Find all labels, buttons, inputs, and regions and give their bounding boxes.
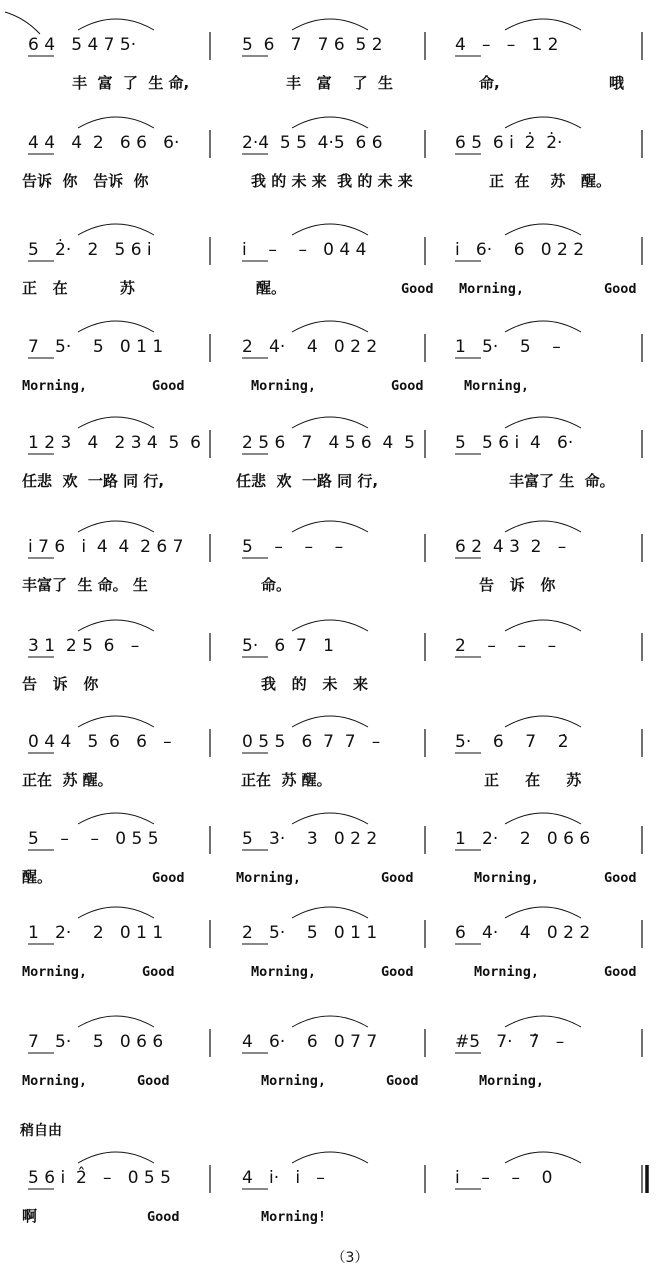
- measure: [22, 813, 185, 886]
- measure-notes: 2 – – –: [455, 636, 557, 656]
- slur-arc: [292, 117, 368, 128]
- measure: [28, 19, 189, 92]
- slur-arc: [78, 19, 154, 30]
- measure-notes: #5 7· 7̂ –: [455, 1032, 565, 1052]
- slur-arc: [505, 716, 581, 727]
- measure: [22, 321, 185, 394]
- score-system: [22, 321, 642, 394]
- measure-notes: i 7 6 i 4 4 2 6 7: [28, 537, 184, 557]
- lyric-chinese: 任悲 欢 一路 同 行,: [22, 472, 165, 490]
- measure: [236, 417, 415, 490]
- measure-notes: i – – 0: [455, 1168, 553, 1188]
- score-system: [22, 117, 642, 190]
- lyric-english: Morning,: [22, 378, 88, 394]
- slur-arc: [78, 620, 154, 631]
- lyric-english: Good: [386, 1073, 419, 1089]
- measure: [242, 224, 434, 297]
- measure-notes: 2 4· 4 0 2 2: [242, 337, 378, 357]
- measure: [455, 417, 615, 490]
- measure: [455, 907, 637, 980]
- measure: [242, 907, 414, 980]
- lyric-english: Good: [142, 964, 175, 980]
- lyric-chinese: 啊: [22, 1207, 38, 1225]
- lyric-chinese: 丰 富 了 生 命,: [72, 74, 190, 92]
- measure: [242, 321, 424, 394]
- measure: [22, 716, 172, 789]
- lyric-english: Morning,: [474, 964, 540, 980]
- lyric-english: Good: [137, 1073, 170, 1089]
- measure-notes: 1 2 3 4 2 3 4 5 6: [28, 433, 201, 453]
- measure: [455, 117, 611, 190]
- lyric-english: Good: [604, 964, 637, 980]
- lyric-chinese: 命。: [261, 576, 292, 594]
- score-system: [22, 907, 642, 980]
- measure-notes: 4 – – 1 2: [455, 35, 559, 55]
- lyric-chinese: 告 诉 你: [479, 576, 556, 594]
- score-system: [22, 417, 642, 490]
- lyric-chinese: 任悲 欢 一路 同 行,: [236, 472, 379, 490]
- lyric-chinese: 丰富了 生 命。 生: [22, 576, 148, 594]
- slur-arc: [292, 1152, 368, 1163]
- lyric-chinese: 正 在 苏: [484, 771, 582, 789]
- slur-arc: [292, 19, 368, 30]
- slur-arc: [505, 1152, 581, 1163]
- lyric-english: Morning,: [261, 1073, 327, 1089]
- slur-arc: [505, 224, 581, 235]
- measure-notes: 7 5· 5 0 1 1: [28, 337, 164, 357]
- slur-arc: [292, 321, 368, 332]
- measure: [242, 1152, 368, 1225]
- slur-arc: [292, 716, 368, 727]
- measure: [22, 907, 175, 980]
- slur-arc: [78, 907, 154, 918]
- measure: [242, 1016, 419, 1089]
- slur-arc: [292, 1016, 368, 1027]
- measure: [22, 117, 179, 190]
- measure-notes: 2 5 6 7 4 5 6 4 5: [242, 433, 415, 453]
- lyric-chinese: 丰 富 了 生: [286, 74, 393, 92]
- lyric-chinese: 醒。: [22, 868, 53, 886]
- slur-arc: [292, 417, 368, 428]
- score-system: [22, 813, 642, 886]
- slur-arc: [292, 907, 368, 918]
- slur-arc: [78, 321, 154, 332]
- measure: [455, 19, 625, 92]
- measure: [242, 117, 413, 190]
- measure-notes: 5 5 6 i 4 6·: [455, 433, 574, 453]
- measure-notes: 4 4 4 2 6 6 6·: [28, 133, 180, 153]
- measure: [455, 620, 581, 657]
- lyric-chinese: 告诉 你 告诉 你: [22, 172, 149, 190]
- measure: [455, 521, 581, 594]
- lyric-chinese: 我 的 未 来 我 的 未 来: [251, 172, 413, 190]
- slur-arc: [292, 813, 368, 824]
- measure-notes: 3 1 2 5 6 –: [28, 636, 140, 656]
- lyric-english: Morning,: [479, 1073, 545, 1089]
- measure-notes: 6 4· 4 0 2 2: [455, 923, 591, 943]
- slur-arc: [78, 716, 154, 727]
- measure-notes: 1 5· 5 –: [455, 337, 561, 357]
- lyric-english: Good: [604, 870, 637, 886]
- measure: [22, 417, 201, 490]
- lyric-chinese: 哦: [609, 74, 625, 92]
- lyric-english: Morning!: [261, 1209, 327, 1225]
- slur-arc: [78, 521, 154, 532]
- measure-notes: i 6· 6 0 2 2: [455, 240, 585, 260]
- measure: [241, 716, 380, 789]
- lyric-chinese: 我 的 未 来: [261, 675, 368, 693]
- measure-notes: 2 5· 5 0 1 1: [242, 923, 378, 943]
- slur-arc: [505, 813, 581, 824]
- measure: [242, 620, 368, 693]
- slur-arc: [292, 521, 368, 532]
- lyric-english: Morning,: [22, 1073, 88, 1089]
- measure-notes: 1 2· 2 0 6 6: [455, 829, 591, 849]
- measure-notes: 5 2̇· 2 5 6 i: [28, 240, 152, 260]
- measure: [22, 521, 183, 594]
- slur-arc: [505, 521, 581, 532]
- lyric-english: Good: [401, 281, 434, 297]
- lyric-english: Morning,: [251, 964, 317, 980]
- slur-arc: [78, 813, 154, 824]
- slur-arc: [78, 417, 154, 428]
- measure: [455, 716, 582, 789]
- slur-arc: [505, 1016, 581, 1027]
- score-system: [22, 716, 642, 789]
- measure-notes: 5 – – 0 5 5: [28, 829, 159, 849]
- lyric-chinese: 醒。: [256, 279, 287, 297]
- lyric-chinese: 正在 苏 醒。: [241, 771, 332, 789]
- measure-notes: 5 – – –: [242, 537, 344, 557]
- lyric-english: Morning,: [22, 964, 88, 980]
- measure: [455, 1016, 581, 1089]
- slur-arc: [505, 321, 581, 332]
- score-system: [22, 224, 642, 297]
- lyric-english: Good: [391, 378, 424, 394]
- measure-notes: 4 6· 6 0 7 7: [242, 1032, 378, 1052]
- score-system: [28, 19, 642, 92]
- measure-notes: 4 i· i –: [242, 1168, 325, 1188]
- score-system: [22, 1016, 642, 1089]
- lyric-english: Morning,: [464, 378, 530, 394]
- measure-notes: 0 5 5 6 7 7 –: [242, 732, 381, 752]
- measure-notes: 6 4 5 4 7 5·: [28, 35, 137, 55]
- measure-notes: 0 4 4 5 6 6 –: [28, 732, 172, 752]
- measure: [455, 321, 581, 394]
- measure-notes: i – – 0 4 4: [242, 240, 367, 260]
- measure: [455, 813, 637, 886]
- measure: [22, 1152, 180, 1225]
- measure-notes: 5 3· 3 0 2 2: [242, 829, 378, 849]
- measure: [242, 521, 368, 594]
- lyric-chinese: 丰富了 生 命。: [509, 472, 615, 490]
- lyric-english: Good: [152, 378, 185, 394]
- slur-arc: [505, 417, 581, 428]
- slur-arc: [78, 224, 154, 235]
- measure-notes: 2·4 5 5 4·5 6 6: [242, 133, 383, 153]
- slur-arc: [78, 1152, 154, 1163]
- measure-notes: 5· 6 7 1: [242, 636, 334, 656]
- lyric-english: Good: [604, 281, 637, 297]
- slur-arc: [505, 19, 581, 30]
- measure: [22, 224, 154, 297]
- lyric-chinese: 正在 苏 醒。: [22, 771, 113, 789]
- measure: [236, 813, 414, 886]
- slur-arc: [505, 620, 581, 631]
- slur-arc: [505, 117, 581, 128]
- lyric-english: Good: [381, 870, 414, 886]
- measure-notes: 5· 6 7 2̇: [455, 732, 569, 752]
- measure-notes: 1 2· 2 0 1 1: [28, 923, 164, 943]
- slur-arc: [78, 1016, 154, 1027]
- measure: [22, 620, 154, 693]
- slur-arc: [505, 907, 581, 918]
- lyric-chinese: 告 诉 你: [22, 675, 99, 693]
- score-system: [22, 1152, 647, 1225]
- page-number: （3）: [331, 1250, 369, 1266]
- lyric-english: Morning,: [236, 870, 302, 886]
- lyric-chinese: 正 在 苏 醒。: [489, 172, 612, 190]
- measure: [455, 224, 637, 297]
- lyric-english: Morning,: [459, 281, 525, 297]
- lyric-english: Morning,: [251, 378, 317, 394]
- lyric-chinese: 正 在 苏: [22, 279, 135, 297]
- lyric-english: Morning,: [474, 870, 540, 886]
- measure-notes: 5 6 i 2̂ – 0 5 5: [28, 1168, 171, 1188]
- measure-notes: 5 6 7 7 6 5 2: [242, 35, 383, 55]
- lyric-english: Good: [381, 964, 414, 980]
- measure: [455, 1152, 581, 1189]
- measure-notes: 7 5· 5 0 6 6: [28, 1032, 164, 1052]
- slur-arc: [292, 224, 368, 235]
- measure-notes: 6 5 6 i 2̇ 2̇·: [455, 133, 563, 153]
- score-system: [22, 521, 642, 594]
- lyric-chinese: 命,: [479, 74, 500, 92]
- measure: [22, 1016, 170, 1089]
- slur-arc: [78, 117, 154, 128]
- measure-notes: 6 2 4 3 2 –: [455, 537, 567, 557]
- score-system: [22, 620, 642, 693]
- measure: [242, 19, 393, 92]
- slur-arc: [292, 620, 368, 631]
- tempo-mark: 稍自由: [20, 1123, 62, 1139]
- lyric-english: Good: [152, 870, 185, 886]
- tie-continuation: [5, 12, 40, 34]
- lyric-english: Good: [147, 1209, 180, 1225]
